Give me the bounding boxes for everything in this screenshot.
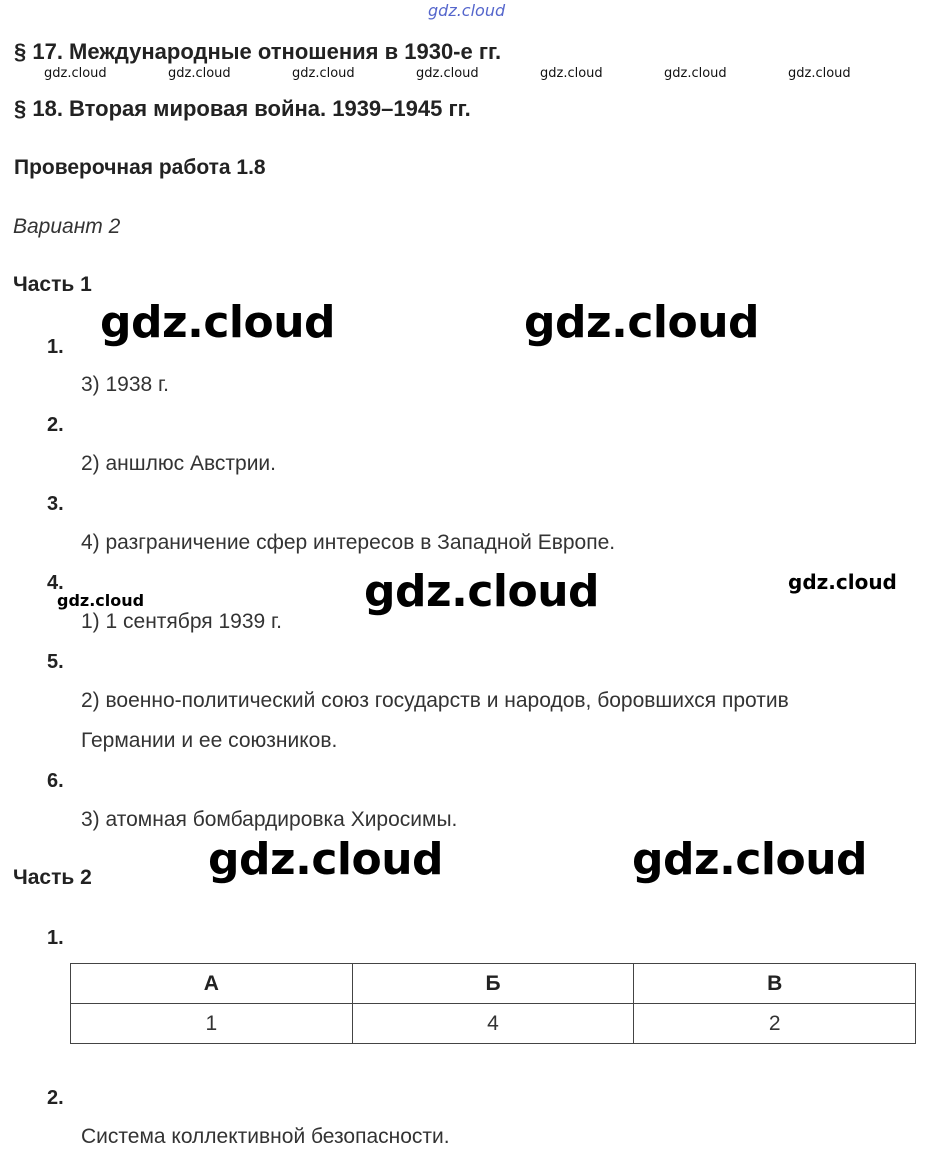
- section-18-title: § 18. Вторая мировая война. 1939–1945 гг.: [14, 96, 471, 121]
- table-row: [71, 1004, 916, 1044]
- answer-text-line2: Германии и ее союзников.: [81, 729, 338, 752]
- answer-text: Система коллективной безопасности.: [81, 1125, 450, 1148]
- table-cell: 1: [71, 1004, 353, 1044]
- table-header-cell: А: [71, 964, 353, 1004]
- watermark-big: gdz.cloud: [632, 834, 868, 885]
- watermark-big: gdz.cloud: [100, 297, 336, 348]
- question-number: 4.: [47, 572, 64, 594]
- answer-text: 4) разграничение сфер интересов в Западной Европе.: [81, 531, 616, 554]
- watermark-big: gdz.cloud: [524, 297, 760, 348]
- watermark-tiny: gdz.cloud: [664, 66, 727, 81]
- table-header-row: [71, 964, 916, 1004]
- answer-table: [70, 963, 916, 1044]
- watermark-mid: gdz.cloud: [788, 570, 897, 594]
- answer-text-line1: 2) военно-политический союз государств и народов, боровшихся против: [81, 689, 789, 712]
- part1-heading: Часть 1: [13, 273, 92, 296]
- question-number: 3.: [47, 493, 64, 515]
- table-cell: 4: [352, 1004, 634, 1044]
- answer-text: 1) 1 сентября 1939 г.: [81, 610, 282, 633]
- section-17-title: § 17. Международные отношения в 1930-е гг.: [14, 39, 502, 64]
- watermark-tiny: gdz.cloud: [788, 66, 851, 81]
- watermark-top: gdz.cloud: [428, 1, 506, 20]
- part2-heading: Часть 2: [13, 866, 92, 889]
- table-cell: 2: [634, 1004, 916, 1044]
- answer-text: 2) аншлюс Австрии.: [81, 452, 276, 475]
- watermark-big: gdz.cloud: [208, 834, 444, 885]
- watermark-tiny: gdz.cloud: [44, 66, 107, 81]
- watermark-tiny: gdz.cloud: [416, 66, 479, 81]
- answer-text: 3) атомная бомбардировка Хиросимы.: [81, 808, 458, 831]
- watermark-tiny: gdz.cloud: [168, 66, 231, 81]
- answer-text: 3) 1938 г.: [81, 373, 169, 396]
- question-number: 6.: [47, 770, 64, 792]
- question-number: 2.: [47, 414, 64, 436]
- watermark-tiny: gdz.cloud: [540, 66, 603, 81]
- test-title: Проверочная работа 1.8: [14, 156, 266, 179]
- question-number: 1.: [47, 927, 64, 949]
- question-number: 1.: [47, 336, 64, 358]
- question-number: 2.: [47, 1087, 64, 1109]
- question-number: 5.: [47, 651, 64, 673]
- watermark-small: gdz.cloud: [57, 591, 145, 610]
- watermark-tiny: gdz.cloud: [292, 66, 355, 81]
- variant-label: Вариант 2: [13, 215, 121, 238]
- table-header-cell: В: [634, 964, 916, 1004]
- table-header-cell: Б: [352, 964, 634, 1004]
- watermark-big: gdz.cloud: [364, 566, 600, 617]
